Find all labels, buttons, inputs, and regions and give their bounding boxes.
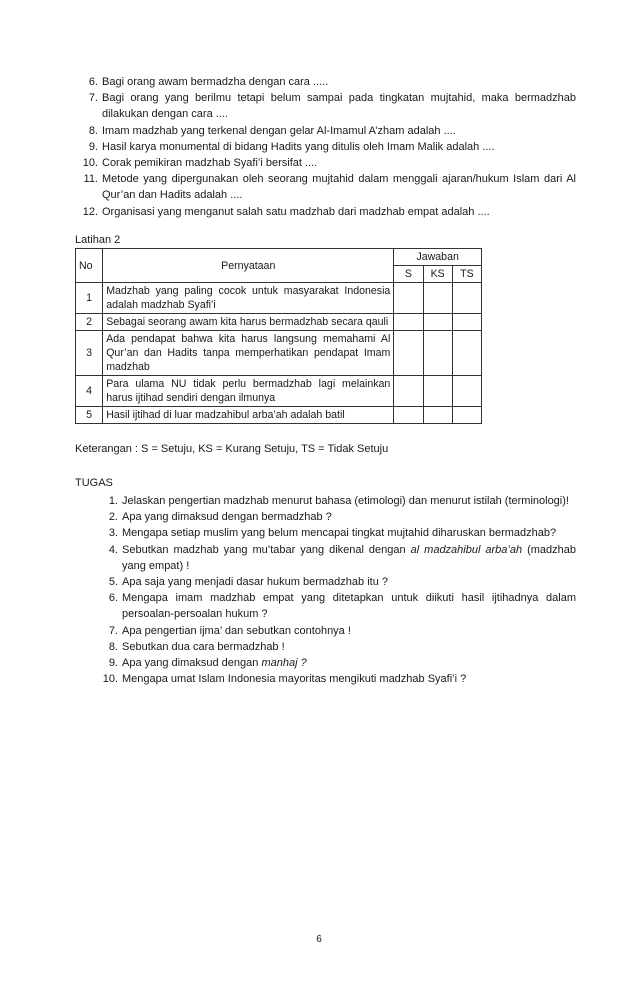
question-number: 7. xyxy=(88,92,98,105)
tugas-text-emphasis: al madzahibul arba’ah xyxy=(410,543,523,556)
answer-ts-cell[interactable] xyxy=(452,314,481,331)
answer-ks-cell[interactable] xyxy=(423,331,452,376)
tugas-number: 10. xyxy=(102,673,118,686)
tugas-text: Mengapa setiap muslim yang belum mencapai tingkat mujtahid diharuskan bermadzhab? xyxy=(122,527,557,540)
question-text: Hasil karya monumental di bidang Hadits yang ditulis oleh Imam Malik adalah .... xyxy=(102,140,495,153)
row-number: 2 xyxy=(76,314,103,331)
latihan-table xyxy=(75,248,482,424)
header-ks: KS xyxy=(423,266,452,283)
tugas-item xyxy=(90,493,576,509)
question-number: 10. xyxy=(82,157,98,170)
tugas-text xyxy=(122,655,576,671)
tugas-text: Mengapa imam madzhab empat yang ditetapkan untuk diikuti hasil ijtihadnya dalam persoalan-persoalan hukum ? xyxy=(122,592,576,621)
tugas-text: Mengapa umat Islam Indonesia mayoritas mengikuti madzhab Syafi’i ? xyxy=(122,673,467,686)
question-text: Imam madzhab yang terkenal dengan gelar Al-Imamul A’zham adalah .... xyxy=(102,124,456,137)
tugas-text-part: Apa yang dimaksud dengan xyxy=(122,657,262,670)
answer-s-cell[interactable] xyxy=(394,376,423,407)
tugas-item xyxy=(90,655,576,671)
answer-ts-cell[interactable] xyxy=(452,331,481,376)
page-number: 6 xyxy=(316,934,322,945)
question-text: Corak pemikiran madzhab Syafi’i bersifat .... xyxy=(102,157,318,170)
answer-ks-cell[interactable] xyxy=(423,314,452,331)
tugas-number: 9. xyxy=(108,657,118,670)
question-text: Metode yang dipergunakan oleh seorang mujtahid dalam menggali ajaran/hukum Islam dari Al Qur’an dan Hadits adalah .... xyxy=(102,173,576,202)
tugas-number: 6. xyxy=(108,592,118,605)
question-number: 12. xyxy=(82,205,98,218)
table-row xyxy=(76,376,482,407)
answer-s-cell[interactable] xyxy=(394,331,423,376)
question-text: Organisasi yang menganut salah satu madzhab dari madzhab empat adalah .... xyxy=(102,205,490,218)
table-legend: Keterangan : S = Setuju, KS = Kurang Setuju, TS = Tidak Setuju xyxy=(75,443,389,455)
tugas-item xyxy=(90,509,576,525)
row-statement: Hasil ijtihad di luar madzahibul arba’ah adalah batil xyxy=(103,407,394,424)
row-number: 1 xyxy=(76,283,103,314)
tugas-item xyxy=(90,590,576,622)
table-row xyxy=(76,314,482,331)
row-number: 4 xyxy=(76,376,103,407)
question-list xyxy=(78,74,576,220)
header-ts: TS xyxy=(452,266,481,283)
question-item xyxy=(78,90,576,122)
tugas-number: 5. xyxy=(108,576,118,589)
tugas-number: 3. xyxy=(108,527,118,540)
tugas-number: 4. xyxy=(108,543,118,556)
tugas-text-part: Sebutkan madzhab yang mu’tabar yang dikenal dengan xyxy=(122,543,411,556)
header-answer: Jawaban xyxy=(394,249,482,266)
header-no: No xyxy=(76,249,103,283)
answer-s-cell[interactable] xyxy=(394,314,423,331)
header-statement: Pernyataan xyxy=(103,249,394,283)
tugas-text: Apa yang dimaksud dengan bermadzhab ? xyxy=(122,511,332,524)
tugas-text: Apa pengertian ijma’ dan sebutkan contohnya ! xyxy=(122,624,351,637)
answer-ks-cell[interactable] xyxy=(423,407,452,424)
tugas-text-emphasis: manhaj ? xyxy=(261,657,307,670)
question-item xyxy=(78,123,576,139)
answer-ks-cell[interactable] xyxy=(423,283,452,314)
latihan-title: Latihan 2 xyxy=(75,234,121,246)
tugas-number: 1. xyxy=(108,495,118,507)
tugas-item xyxy=(90,542,576,574)
row-statement: Sebagai seorang awam kita harus bermadzhab secara qauli xyxy=(103,314,394,331)
question-text: Bagi orang yang berilmu tetapi belum sampai pada tingkatan mujtahid, maka bermadzhab dilakukan dengan cara .... xyxy=(102,92,576,121)
table-row xyxy=(76,331,482,376)
answer-s-cell[interactable] xyxy=(394,407,423,424)
question-number: 9. xyxy=(88,140,98,153)
question-number: 8. xyxy=(88,124,98,137)
tugas-item xyxy=(90,574,576,590)
tugas-text: Sebutkan dua cara bermadzhab ! xyxy=(122,640,285,653)
row-number: 5 xyxy=(76,407,103,424)
tugas-number: 8. xyxy=(108,640,118,653)
tugas-text-part: (madzhab yang empat) ! xyxy=(122,543,576,572)
tugas-text: Jelaskan pengertian madzhab menurut bahasa (etimologi) dan menurut istilah (terminologi)! xyxy=(122,495,569,507)
tugas-item xyxy=(90,671,576,687)
question-number: 6. xyxy=(88,76,98,88)
tugas-list xyxy=(90,493,576,687)
answer-ts-cell[interactable] xyxy=(452,407,481,424)
row-statement: Madzhab yang paling cocok untuk masyarakat Indonesia adalah madzhab Syafi’i xyxy=(103,283,394,314)
question-item xyxy=(78,155,576,171)
header-s: S xyxy=(394,266,423,283)
table-row xyxy=(76,407,482,424)
row-number: 3 xyxy=(76,331,103,376)
question-item xyxy=(78,74,576,90)
tugas-number: 2. xyxy=(108,511,118,524)
question-text: Bagi orang awam bermadzha dengan cara ..... xyxy=(102,76,329,88)
tugas-item xyxy=(90,525,576,541)
answer-s-cell[interactable] xyxy=(394,283,423,314)
tugas-number: 7. xyxy=(108,624,118,637)
tugas-item xyxy=(90,639,576,655)
row-statement: Para ulama NU tidak perlu bermadzhab lagi melainkan harus ijtihad sendiri dengan ilmunya xyxy=(103,376,394,407)
question-item xyxy=(78,171,576,203)
question-item xyxy=(78,204,576,220)
tugas-text xyxy=(122,542,576,574)
answer-ks-cell[interactable] xyxy=(423,376,452,407)
table-header-row xyxy=(76,249,482,266)
tugas-title: TUGAS xyxy=(75,477,113,489)
tugas-text: Apa saja yang menjadi dasar hukum bermadzhab itu ? xyxy=(122,576,388,589)
tugas-item xyxy=(90,623,576,639)
answer-ts-cell[interactable] xyxy=(452,283,481,314)
row-statement: Ada pendapat bahwa kita harus langsung memahami Al Qur’an dan Hadits tanpa memperhatikan pendapat Imam madzhab xyxy=(103,331,394,376)
question-number: 11. xyxy=(83,173,98,186)
table-row xyxy=(76,283,482,314)
answer-ts-cell[interactable] xyxy=(452,376,481,407)
question-item xyxy=(78,139,576,155)
